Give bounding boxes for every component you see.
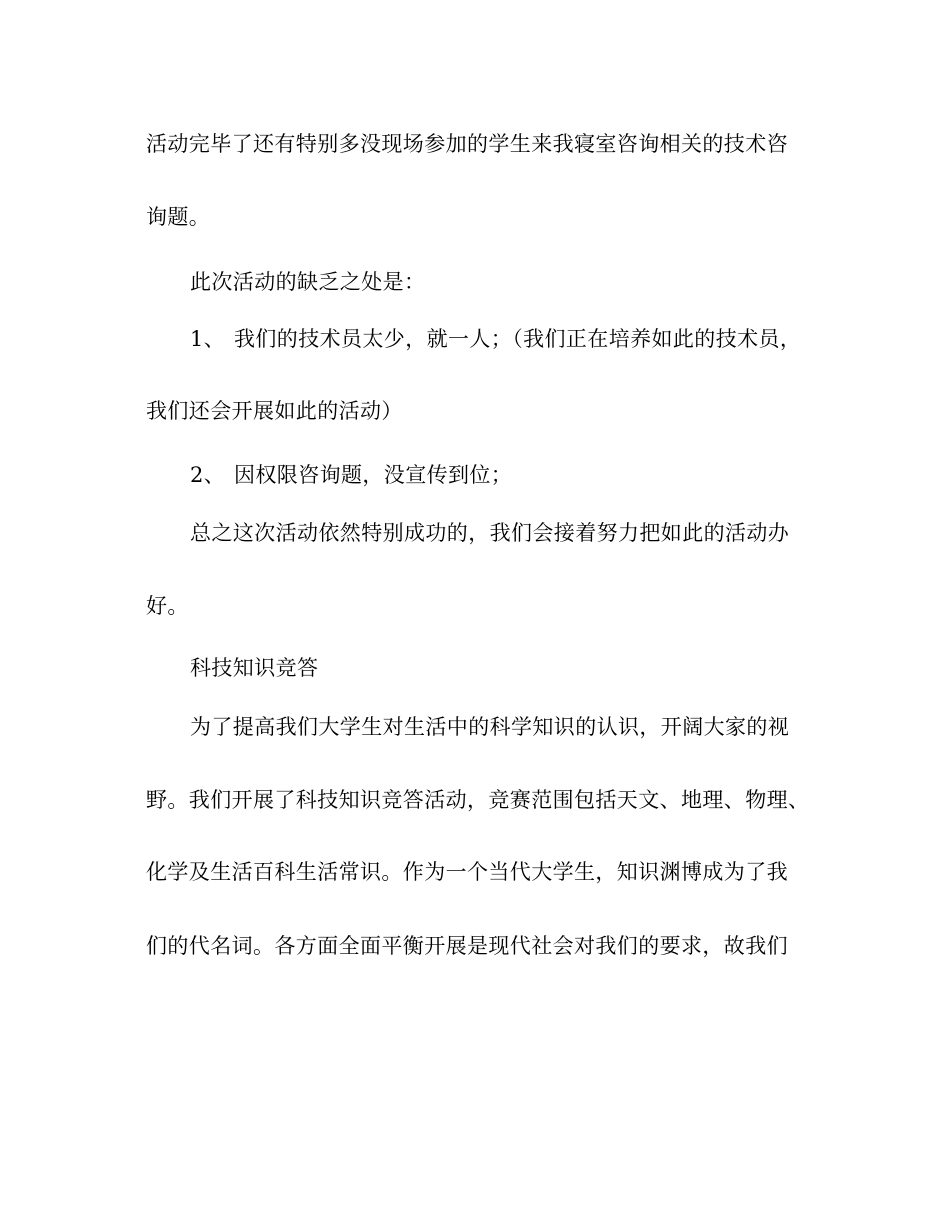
text-line: 野。我们开展了科技知识竞答活动，竞赛范围包括天文、地理、物理、 <box>146 788 810 812</box>
text-line: 询题。 <box>146 205 211 229</box>
text-line: 活动完毕了还有特别多没现场参加的学生来我寝室咨询相关的技术咨 <box>146 132 788 156</box>
text-line: 化学及生活百科生活常识。作为一个当代大学生，知识渊博成为了我 <box>146 860 788 884</box>
list-item <box>190 325 801 353</box>
text-line: 好。 <box>146 594 189 618</box>
paragraph-heading: 此次活动的缺乏之处是： <box>190 270 426 294</box>
list-item-text: 因权限咨询题，没宣传到位； <box>234 463 513 487</box>
list-item <box>190 461 512 489</box>
text-line: 总之这次活动依然特别成功的，我们会接着努力把如此的活动办 <box>190 521 790 545</box>
section-heading: 科技知识竞答 <box>190 656 319 680</box>
list-item-text: 我们的技术员太少，就一人；（我们正在培养如此的技术员， <box>234 327 802 351</box>
text-line: 们的代名词。各方面全面平衡开展是现代社会对我们的要求，故我们 <box>146 934 788 958</box>
text-line: 为了提高我们大学生对生活中的科学知识的认识，开阔大家的视 <box>190 715 790 739</box>
list-number: 1、 <box>190 327 226 351</box>
list-number: 2、 <box>190 463 226 487</box>
text-line: 我们还会开展如此的活动） <box>146 399 403 423</box>
